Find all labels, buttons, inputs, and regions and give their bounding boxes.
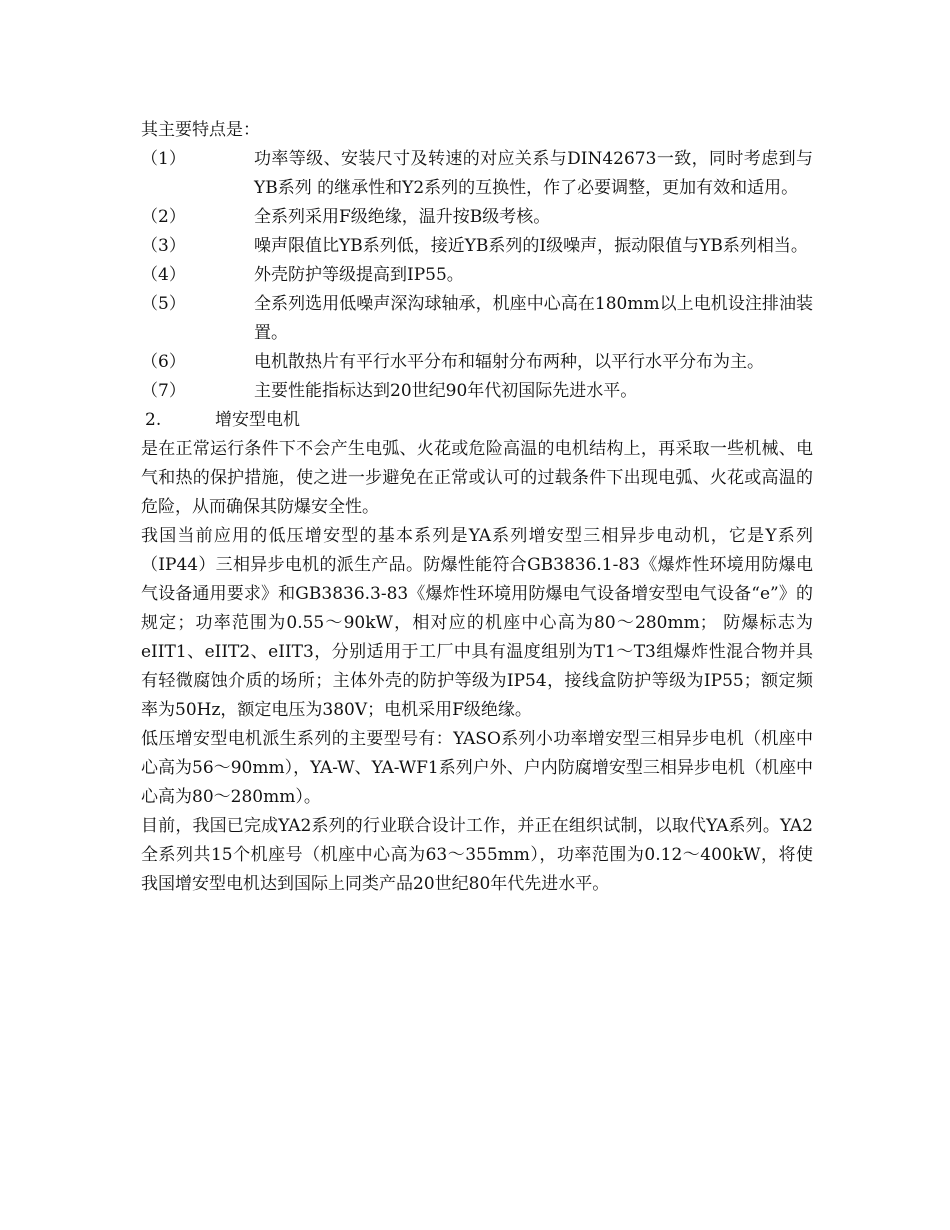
feature-text: 功率等级、安装尺寸及转速的对应关系与DIN42673一致，同时考虑到与YB系列 的继承性和Y2系列的互换性，作了必要调整，更加有效和适用。 — [254, 149, 813, 198]
feature-item-3 — [141, 232, 813, 261]
section-number: 2. — [145, 410, 162, 430]
paragraph-ya-series: 我国当前应用的低压增安型的基本系列是YA系列增安型三相异步电动机，它是Y系列（IP44）三相异步电机的派生产品。防爆性能符合GB3836.1-83《爆炸性环境用防爆电气设备通用要求》和GB3836.3-83《爆炸性环境用防爆电气设备增安型电气设备“e”》的规定；功率范围为0.55～90kW，相对应的机座中心高为80～280mm； 防爆标志为eIIT1、eIIT2、eIIT3，分别适用于工厂中具有温度组别为T1～T3组爆炸性混合物并具有轻微腐蚀介质的场所；主体外壳的防护等级为IP54，接线盒防护等级为IP55；额定频率为50Hz，额定电压为380V；电机采用F级绝缘。 — [141, 526, 813, 720]
feature-number: （7） — [141, 381, 186, 401]
feature-text: 全系列选用低噪声深沟球轴承，机座中心高在180mm以上电机设注排油装置。 — [254, 294, 813, 343]
feature-number: （6） — [141, 352, 186, 372]
feature-text: 噪声限值比YB系列低，接近YB系列的Ⅰ级噪声，振动限值与YB系列相当。 — [254, 236, 808, 256]
paragraph-ya2-series: 目前，我国已完成YA2系列的行业联合设计工作，并正在组织试制，以取代YA系列。YA2全系列共15个机座号（机座中心高为63～355mm），功率范围为0.12～400kW，将使我国增安型电机达到国际上同类产品20世纪80年代先进水平。 — [141, 816, 813, 894]
intro-line: 其主要特点是： — [141, 120, 260, 140]
paragraph-derived-series: 低压增安型电机派生系列的主要型号有：YASO系列小功率增安型三相异步电机（机座中心高为56～90mm），YA-W、YA-WF1系列户外、户内防腐增安型三相异步电机（机座中心高为80～280mm）。 — [141, 729, 813, 807]
feature-item-2 — [141, 203, 813, 232]
feature-item-6 — [141, 348, 813, 377]
feature-number: （1） — [141, 149, 186, 169]
document-body — [141, 116, 813, 899]
feature-text: 全系列采用F级绝缘，温升按B级考核。 — [254, 207, 551, 227]
paragraph-definition: 是在正常运行条件下不会产生电弧、火花或危险高温的电机结构上，再采取一些机械、电气和热的保护措施，使之进一步避免在正常或认可的过载条件下出现电弧、火花或高温的危险，从而确保其防爆安全性。 — [141, 439, 813, 517]
feature-text: 外壳防护等级提高到IP55。 — [254, 265, 464, 285]
section-title: 增安型电机 — [215, 410, 300, 430]
feature-item-7 — [141, 377, 813, 406]
section-heading — [141, 406, 813, 435]
feature-number: （4） — [141, 265, 186, 285]
feature-item-4 — [141, 261, 813, 290]
feature-number: （5） — [141, 294, 186, 314]
feature-text: 电机散热片有平行水平分布和辐射分布两种，以平行水平分布为主。 — [254, 352, 764, 372]
feature-number: （2） — [141, 207, 186, 227]
feature-item-1 — [141, 145, 813, 203]
feature-text: 主要性能指标达到20世纪90年代初国际先进水平。 — [254, 381, 638, 401]
feature-item-5 — [141, 290, 813, 348]
feature-number: （3） — [141, 236, 186, 256]
